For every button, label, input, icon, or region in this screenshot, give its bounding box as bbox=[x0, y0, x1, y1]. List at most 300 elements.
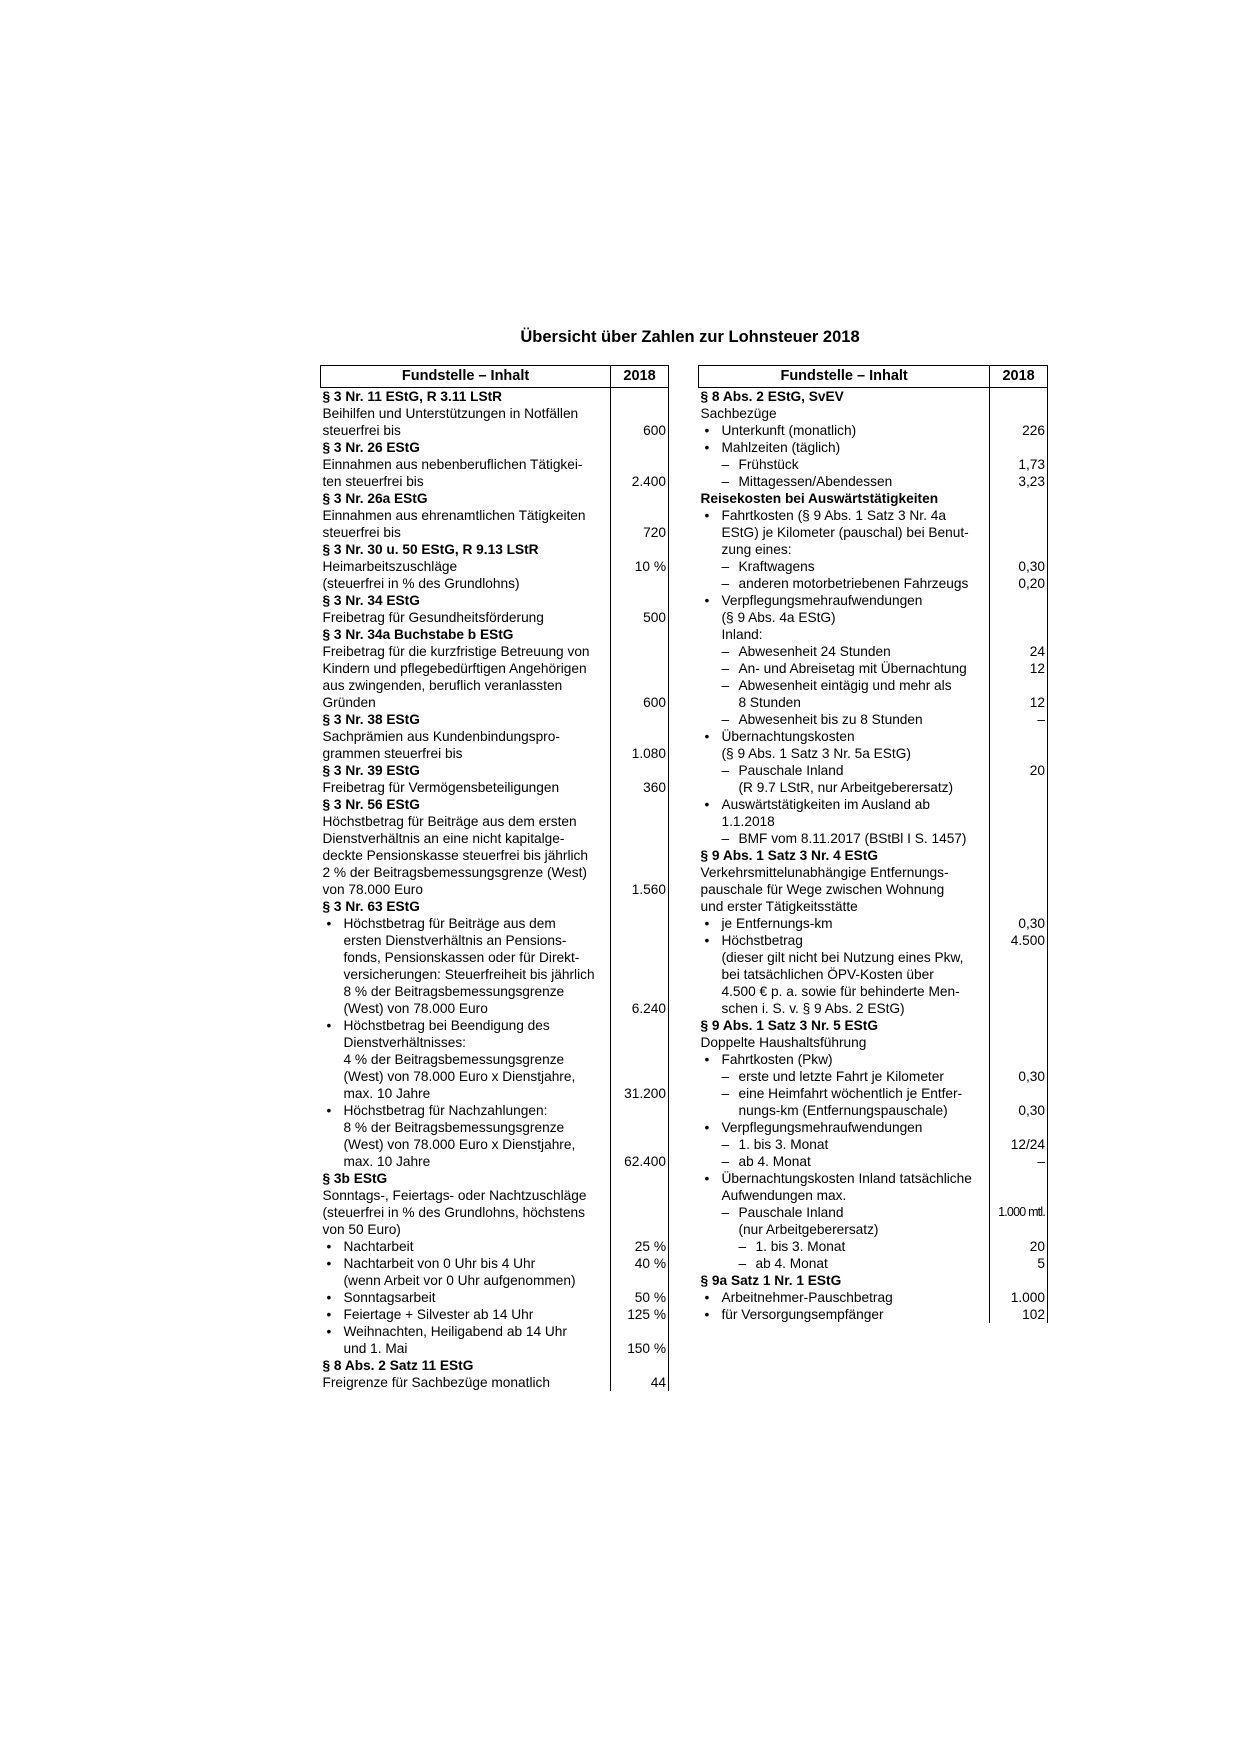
table-row bbox=[321, 1272, 669, 1289]
table-row bbox=[699, 949, 1048, 966]
item-text: Sachprämien aus Kundenbindungspro- bbox=[322, 729, 560, 744]
item-value bbox=[611, 405, 669, 422]
item-value bbox=[990, 983, 1048, 1000]
item-text: steuerfrei bis bbox=[322, 525, 401, 540]
item-value bbox=[611, 456, 669, 473]
item-text: – Mittagessen/Abendessen bbox=[701, 473, 990, 490]
item-text: Sachbezüge bbox=[700, 406, 777, 421]
item-text: – Abwesenheit 24 Stunden bbox=[701, 643, 990, 660]
table-row bbox=[699, 592, 1048, 609]
table-row bbox=[321, 524, 669, 541]
item-value: 1.560 bbox=[611, 881, 669, 898]
table-row bbox=[699, 405, 1048, 422]
table-row bbox=[699, 558, 1048, 575]
table-row bbox=[699, 711, 1048, 728]
table-row bbox=[699, 1306, 1048, 1323]
item-value bbox=[611, 541, 669, 558]
item-text: (dieser gilt nicht bei Nutzung eines Pkw, bbox=[721, 950, 964, 965]
item-text: schen i. S. v. § 9 Abs. 2 EStG) bbox=[721, 1001, 905, 1016]
table-row bbox=[321, 932, 669, 949]
table-row bbox=[699, 932, 1048, 949]
table-row bbox=[321, 796, 669, 813]
item-value bbox=[990, 677, 1048, 694]
table-row bbox=[699, 1238, 1048, 1255]
item-text: deckte Pensionskasse steuerfrei bis jährlich bbox=[322, 848, 589, 863]
item-value bbox=[990, 439, 1048, 456]
item-text: Beihilfen und Unterstützungen in Notfällen bbox=[322, 406, 579, 421]
table-row bbox=[699, 966, 1048, 983]
table-row bbox=[321, 1085, 669, 1102]
item-text: EStG) je Kilometer (pauschal) bei Benut- bbox=[721, 525, 969, 540]
item-value bbox=[990, 1034, 1048, 1051]
item-value bbox=[611, 796, 669, 813]
table-row bbox=[321, 677, 669, 694]
table-row bbox=[699, 1289, 1048, 1306]
table-row bbox=[321, 660, 669, 677]
table-row bbox=[321, 711, 669, 728]
item-text: 4 % der Beitragsbemessungsgrenze bbox=[343, 1052, 565, 1067]
item-value bbox=[611, 439, 669, 456]
table-row bbox=[699, 728, 1048, 745]
table-row bbox=[699, 1221, 1048, 1238]
item-value bbox=[611, 1068, 669, 1085]
table-row bbox=[321, 1170, 669, 1187]
item-value: – bbox=[990, 1153, 1048, 1170]
item-value: 1.000 mtl. bbox=[990, 1204, 1048, 1221]
item-value bbox=[990, 490, 1048, 507]
item-value bbox=[611, 575, 669, 592]
item-value bbox=[611, 762, 669, 779]
item-text: 1.1.2018 bbox=[721, 814, 775, 829]
table-row bbox=[699, 1153, 1048, 1170]
table-row bbox=[699, 1272, 1048, 1289]
item-value bbox=[990, 745, 1048, 762]
item-text: Dienstverhältnisses: bbox=[343, 1035, 466, 1050]
table-row bbox=[699, 643, 1048, 660]
item-value: 0,20 bbox=[990, 575, 1048, 592]
item-text: von 50 Euro) bbox=[322, 1222, 401, 1237]
item-value bbox=[990, 1000, 1048, 1017]
item-value bbox=[611, 1136, 669, 1153]
item-text: (West) von 78.000 Euro x Dienstjahre, bbox=[343, 1137, 576, 1152]
item-value bbox=[611, 1170, 669, 1187]
table-row bbox=[699, 1068, 1048, 1085]
table-row bbox=[699, 830, 1048, 847]
item-text: 8 % der Beitragsbemessungsgrenze bbox=[343, 984, 565, 999]
table-row bbox=[699, 762, 1048, 779]
item-text: • Verpflegungsmehraufwendungen bbox=[701, 592, 990, 609]
section-heading: § 8 Abs. 2 Satz 11 EStG bbox=[322, 1358, 474, 1373]
item-text: • je Entfernungs-km bbox=[701, 915, 990, 932]
item-text: (nur Arbeitgeberersatz) bbox=[738, 1222, 879, 1237]
item-text: versicherungen: Steuerfreiheit bis jährlich bbox=[343, 967, 595, 982]
item-value bbox=[611, 711, 669, 728]
item-text: – ab 4. Monat bbox=[701, 1153, 990, 1170]
item-value: 1.000 bbox=[990, 1289, 1048, 1306]
item-value bbox=[611, 830, 669, 847]
table-row bbox=[699, 677, 1048, 694]
item-value: 0,30 bbox=[990, 558, 1048, 575]
item-value: 31.200 bbox=[611, 1085, 669, 1102]
table-row bbox=[699, 864, 1048, 881]
table-row bbox=[321, 1289, 669, 1306]
table-row bbox=[321, 1051, 669, 1068]
section-heading: Reisekosten bei Auswärtstätigkeiten bbox=[700, 491, 939, 506]
table-row bbox=[321, 1068, 669, 1085]
item-value bbox=[611, 1017, 669, 1034]
item-value: 40 % bbox=[611, 1255, 669, 1272]
column-header-year: 2018 bbox=[611, 366, 669, 388]
table-row bbox=[321, 915, 669, 932]
item-text: – 1. bis 3. Monat bbox=[701, 1136, 990, 1153]
table-row bbox=[321, 1102, 669, 1119]
item-text: pauschale für Wege zwischen Wohnung bbox=[700, 882, 945, 897]
table-row bbox=[321, 1238, 669, 1255]
item-text: Doppelte Haushaltsführung bbox=[700, 1035, 867, 1050]
item-text: Heimarbeitszuschläge bbox=[322, 559, 458, 574]
table-row bbox=[699, 1255, 1048, 1272]
section-heading: § 8 Abs. 2 EStG, SvEV bbox=[700, 389, 844, 404]
item-text: (§ 9 Abs. 4a EStG) bbox=[721, 610, 836, 625]
item-text: • Fahrtkosten (Pkw) bbox=[701, 1051, 990, 1068]
item-text: • Höchstbetrag für Nachzahlungen: bbox=[323, 1102, 611, 1119]
table-row bbox=[699, 507, 1048, 524]
item-value bbox=[990, 1085, 1048, 1102]
table-row bbox=[699, 881, 1048, 898]
table-row bbox=[321, 456, 669, 473]
item-value bbox=[611, 847, 669, 864]
item-text: – Pauschale Inland bbox=[701, 1204, 990, 1221]
item-text: steuerfrei bis bbox=[322, 423, 401, 438]
item-text: Freibetrag für Vermögensbeteiligungen bbox=[322, 780, 560, 795]
table-row bbox=[699, 524, 1048, 541]
table-row bbox=[321, 609, 669, 626]
item-value bbox=[611, 983, 669, 1000]
item-value bbox=[611, 915, 669, 932]
item-text: • Verpflegungsmehraufwendungen bbox=[701, 1119, 990, 1136]
item-value: 5 bbox=[990, 1255, 1048, 1272]
table-row bbox=[699, 473, 1048, 490]
section-heading: § 3 Nr. 26 EStG bbox=[322, 440, 420, 455]
item-value bbox=[990, 388, 1048, 406]
table-row bbox=[321, 881, 669, 898]
item-value bbox=[990, 626, 1048, 643]
item-value: 125 % bbox=[611, 1306, 669, 1323]
item-text: ersten Dienstverhältnis an Pensions- bbox=[343, 933, 567, 948]
item-text: Einnahmen aus ehrenamtlichen Tätigkeiten bbox=[322, 508, 586, 523]
item-value: 10 % bbox=[611, 558, 669, 575]
table-row bbox=[321, 1357, 669, 1374]
table-row bbox=[321, 541, 669, 558]
item-text: • Sonntagsarbeit bbox=[323, 1289, 611, 1306]
item-text: Kindern und pflegebedürftigen Angehörigen bbox=[322, 661, 587, 676]
item-value bbox=[990, 847, 1048, 864]
table-row bbox=[321, 745, 669, 762]
item-text: max. 10 Jahre bbox=[343, 1154, 431, 1169]
item-value bbox=[990, 813, 1048, 830]
item-text: Dienstverhältnis an eine nicht kapitalge- bbox=[322, 831, 565, 846]
table-row bbox=[321, 388, 669, 406]
item-text: • Unterkunft (monatlich) bbox=[701, 422, 990, 439]
item-text: 8 Stunden bbox=[738, 695, 801, 710]
item-value: 44 bbox=[611, 1374, 669, 1391]
item-value: 1.080 bbox=[611, 745, 669, 762]
item-value bbox=[990, 898, 1048, 915]
item-text: (West) von 78.000 Euro x Dienstjahre, bbox=[343, 1069, 576, 1084]
item-value bbox=[611, 1187, 669, 1204]
section-heading: § 3 Nr. 39 EStG bbox=[322, 763, 420, 778]
item-value bbox=[990, 1017, 1048, 1034]
section-heading: § 3 Nr. 34a Buchstabe b EStG bbox=[322, 627, 514, 642]
item-value bbox=[611, 1221, 669, 1238]
item-value: 150 % bbox=[611, 1340, 669, 1357]
section-heading: § 9a Satz 1 Nr. 1 EStG bbox=[700, 1273, 842, 1288]
item-text: und erster Tätigkeitsstätte bbox=[700, 899, 858, 914]
item-text: – Abwesenheit bis zu 8 Stunden bbox=[701, 711, 990, 728]
item-value: 20 bbox=[990, 762, 1048, 779]
table-row bbox=[321, 728, 669, 745]
table-row bbox=[699, 1119, 1048, 1136]
table-row bbox=[321, 830, 669, 847]
item-value bbox=[990, 796, 1048, 813]
item-value bbox=[990, 405, 1048, 422]
item-value: 600 bbox=[611, 694, 669, 711]
item-text: • Höchstbetrag für Beiträge aus dem bbox=[323, 915, 611, 932]
item-text: • für Versorgungsempfänger bbox=[701, 1306, 990, 1323]
table-row bbox=[699, 847, 1048, 864]
item-value: 62.400 bbox=[611, 1153, 669, 1170]
item-value: 1,73 bbox=[990, 456, 1048, 473]
table-row bbox=[699, 1085, 1048, 1102]
item-value bbox=[990, 1051, 1048, 1068]
item-text: Verkehrsmittelunabhängige Entfernungs- bbox=[700, 865, 949, 880]
table-row bbox=[321, 1374, 669, 1391]
table-row bbox=[321, 1204, 669, 1221]
table-row bbox=[699, 915, 1048, 932]
item-value bbox=[611, 728, 669, 745]
item-value bbox=[990, 728, 1048, 745]
item-value bbox=[611, 660, 669, 677]
item-value: 102 bbox=[990, 1306, 1048, 1323]
page-title: Übersicht über Zahlen zur Lohnsteuer 2018 bbox=[520, 328, 860, 346]
table-row bbox=[321, 813, 669, 830]
item-value bbox=[611, 932, 669, 949]
item-text: • Nachtarbeit bbox=[323, 1238, 611, 1255]
item-text: zung eines: bbox=[721, 542, 792, 557]
item-text: – ab 4. Monat bbox=[701, 1255, 990, 1272]
table-row bbox=[699, 1204, 1048, 1221]
table-row bbox=[321, 864, 669, 881]
item-value bbox=[990, 1170, 1048, 1187]
table-row bbox=[321, 1136, 669, 1153]
table-row bbox=[321, 1306, 669, 1323]
table-row bbox=[699, 388, 1048, 406]
table-row bbox=[321, 983, 669, 1000]
table-row bbox=[321, 1187, 669, 1204]
item-text: Freibetrag für die kurzfristige Betreuung von bbox=[322, 644, 590, 659]
left-column-table bbox=[320, 365, 669, 1391]
item-text: • Höchstbetrag bbox=[701, 932, 990, 949]
item-text: – anderen motorbetriebenen Fahrzeugs bbox=[701, 575, 990, 592]
item-text: Sonntags-, Feiertags- oder Nachtzuschläge bbox=[322, 1188, 587, 1203]
table-row bbox=[699, 439, 1048, 456]
table-row bbox=[321, 966, 669, 983]
section-heading: § 3 Nr. 63 EStG bbox=[322, 899, 420, 914]
section-heading: § 3 Nr. 34 EStG bbox=[322, 593, 420, 608]
item-value: 24 bbox=[990, 643, 1048, 660]
table-row bbox=[321, 558, 669, 575]
item-value: 3,23 bbox=[990, 473, 1048, 490]
item-text: Höchstbetrag für Beiträge aus dem ersten bbox=[322, 814, 577, 829]
table-row bbox=[321, 1340, 669, 1357]
left-column-body bbox=[321, 388, 669, 1392]
table-row bbox=[699, 745, 1048, 762]
table-row bbox=[699, 660, 1048, 677]
table-row bbox=[321, 643, 669, 660]
table-row bbox=[321, 1017, 669, 1034]
section-heading: § 3 Nr. 30 u. 50 EStG, R 9.13 LStR bbox=[322, 542, 539, 557]
table-row bbox=[699, 1000, 1048, 1017]
item-text: (R 9.7 LStR, nur Arbeitgeberersatz) bbox=[738, 780, 954, 795]
item-value: 600 bbox=[611, 422, 669, 439]
table-row bbox=[321, 1255, 669, 1272]
item-text: Freibetrag für Gesundheitsförderung bbox=[322, 610, 544, 625]
item-text: – BMF vom 8.11.2017 (BStBl I S. 1457) bbox=[701, 830, 990, 847]
table-row bbox=[321, 507, 669, 524]
item-value: 20 bbox=[990, 1238, 1048, 1255]
item-value bbox=[611, 643, 669, 660]
item-text: fonds, Pensionskassen oder für Direkt- bbox=[343, 950, 580, 965]
column-header-year: 2018 bbox=[990, 366, 1048, 388]
item-value: 50 % bbox=[611, 1289, 669, 1306]
table-row bbox=[699, 1170, 1048, 1187]
item-text: Inland: bbox=[721, 627, 763, 642]
item-value: 4.500 bbox=[990, 932, 1048, 949]
item-value: 0,30 bbox=[990, 915, 1048, 932]
item-text: (steuerfrei in % des Grundlohns, höchstens bbox=[322, 1205, 585, 1220]
table-row bbox=[699, 813, 1048, 830]
item-text: • Fahrtkosten (§ 9 Abs. 1 Satz 3 Nr. 4a bbox=[701, 507, 990, 524]
item-value bbox=[611, 864, 669, 881]
item-value bbox=[611, 1102, 669, 1119]
table-row bbox=[321, 592, 669, 609]
item-value bbox=[611, 1051, 669, 1068]
table-row bbox=[699, 1051, 1048, 1068]
table-row bbox=[321, 575, 669, 592]
table-row bbox=[699, 422, 1048, 439]
item-text: • Weihnachten, Heiligabend ab 14 Uhr bbox=[323, 1323, 611, 1340]
item-value bbox=[611, 949, 669, 966]
item-value bbox=[990, 830, 1048, 847]
item-value bbox=[611, 507, 669, 524]
table-row bbox=[699, 541, 1048, 558]
item-text: aus zwingenden, beruflich veranlassten bbox=[322, 678, 563, 693]
item-value bbox=[990, 609, 1048, 626]
item-value bbox=[611, 626, 669, 643]
item-text: – erste und letzte Fahrt je Kilometer bbox=[701, 1068, 990, 1085]
item-value bbox=[990, 881, 1048, 898]
item-value: 720 bbox=[611, 524, 669, 541]
item-value bbox=[611, 490, 669, 507]
table-row bbox=[321, 1153, 669, 1170]
item-text: ten steuerfrei bis bbox=[322, 474, 424, 489]
table-row bbox=[699, 796, 1048, 813]
item-text: – Kraftwagens bbox=[701, 558, 990, 575]
item-value bbox=[990, 779, 1048, 796]
item-text: – Pauschale Inland bbox=[701, 762, 990, 779]
item-text: 8 % der Beitragsbemessungsgrenze bbox=[343, 1120, 565, 1135]
item-value bbox=[990, 507, 1048, 524]
section-heading: § 3b EStG bbox=[322, 1171, 388, 1186]
item-value: – bbox=[990, 711, 1048, 728]
item-text: von 78.000 Euro bbox=[322, 882, 423, 897]
item-value: 0,30 bbox=[990, 1068, 1048, 1085]
section-heading: § 3 Nr. 56 EStG bbox=[322, 797, 420, 812]
item-text: Einnahmen aus nebenberuflichen Tätigkei- bbox=[322, 457, 583, 472]
table-row bbox=[321, 1323, 669, 1340]
item-text: • Nachtarbeit von 0 Uhr bis 4 Uhr bbox=[323, 1255, 611, 1272]
section-heading: § 3 Nr. 38 EStG bbox=[322, 712, 420, 727]
table-row bbox=[321, 694, 669, 711]
item-value bbox=[990, 1272, 1048, 1289]
column-header-topic: Fundstelle – Inhalt bbox=[321, 366, 611, 388]
section-heading: § 9 Abs. 1 Satz 3 Nr. 5 EStG bbox=[700, 1018, 879, 1033]
item-text: (§ 9 Abs. 1 Satz 3 Nr. 5a EStG) bbox=[721, 746, 911, 761]
item-text: grammen steuerfrei bis bbox=[322, 746, 463, 761]
table-row bbox=[321, 949, 669, 966]
item-text: – eine Heimfahrt wöchentlich je Entfer- bbox=[701, 1085, 990, 1102]
item-text: – 1. bis 3. Monat bbox=[701, 1238, 990, 1255]
table-row bbox=[699, 983, 1048, 1000]
item-value bbox=[990, 1119, 1048, 1136]
item-value bbox=[611, 592, 669, 609]
item-value: 2.400 bbox=[611, 473, 669, 490]
item-text: und 1. Mai bbox=[343, 1341, 408, 1356]
item-value bbox=[990, 1221, 1048, 1238]
item-text: (West) von 78.000 Euro bbox=[343, 1001, 488, 1016]
item-value bbox=[990, 864, 1048, 881]
table-row bbox=[321, 1034, 669, 1051]
item-value: 12/24 bbox=[990, 1136, 1048, 1153]
item-value bbox=[611, 388, 669, 406]
item-value bbox=[990, 966, 1048, 983]
item-text: 4.500 € p. a. sowie für behinderte Men- bbox=[721, 984, 960, 999]
table-row bbox=[699, 1136, 1048, 1153]
item-value bbox=[611, 1357, 669, 1374]
item-text: bei tatsächlichen ÖPV-Kosten über bbox=[721, 967, 934, 982]
item-text: (steuerfrei in % des Grundlohns) bbox=[322, 576, 520, 591]
item-text: • Höchstbetrag bei Beendigung des bbox=[323, 1017, 611, 1034]
item-value: 12 bbox=[990, 660, 1048, 677]
item-value bbox=[990, 541, 1048, 558]
table-row bbox=[321, 626, 669, 643]
item-text: (wenn Arbeit vor 0 Uhr aufgenommen) bbox=[343, 1273, 576, 1288]
table-row bbox=[321, 779, 669, 796]
item-text: – Abwesenheit eintägig und mehr als bbox=[701, 677, 990, 694]
table-row bbox=[321, 898, 669, 915]
item-value: 500 bbox=[611, 609, 669, 626]
item-value bbox=[611, 1272, 669, 1289]
item-value: 6.240 bbox=[611, 1000, 669, 1017]
item-value: 0,30 bbox=[990, 1102, 1048, 1119]
item-value bbox=[611, 966, 669, 983]
item-text: • Auswärtstätigkeiten im Ausland ab bbox=[701, 796, 990, 813]
table-row bbox=[699, 1102, 1048, 1119]
item-text: – An- und Abreisetag mit Übernachtung bbox=[701, 660, 990, 677]
item-text: • Mahlzeiten (täglich) bbox=[701, 439, 990, 456]
right-column-table bbox=[698, 365, 1048, 1323]
item-text: Aufwendungen max. bbox=[721, 1188, 847, 1203]
